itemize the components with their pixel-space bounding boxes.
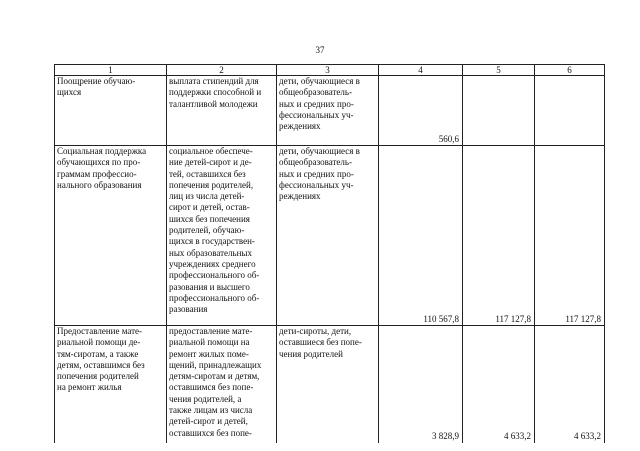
measure-description-cell: выплата стипендий для поддержки способной и талантливой молодежи — [167, 76, 277, 146]
table-header-row — [55, 65, 605, 76]
amount-cell-col5: 117 127,8 — [463, 146, 535, 326]
recipients-cell: дети, обучающиеся в общеобразователь- ных и средних про- фессиональных уч- реждениях — [277, 146, 379, 326]
recipients-cell: дети-сироты, дети, оставшиеся без попе- чения родителей — [277, 326, 379, 443]
table-row — [55, 326, 605, 443]
amount-cell-col6 — [535, 76, 605, 146]
amount-cell-col6: 117 127,8 — [535, 146, 605, 326]
column-header: 1 — [55, 65, 167, 76]
recipients-cell: дети, обучающиеся в общеобразователь- ных и средних про- фессиональных уч- реждениях — [277, 76, 379, 146]
amount-cell-col4: 110 567,8 — [379, 146, 463, 326]
amount-cell-col4: 3 828,9 — [379, 326, 463, 443]
measure-name-cell: Поощрение обучаю- щихся — [55, 76, 167, 146]
measure-name-cell: Предоставление мате- риальной помощи де- тям-сиротам, а также детям, оставшимся без попечения родителей на ремонт жилья — [55, 326, 167, 443]
amount-cell-col5 — [463, 76, 535, 146]
column-header: 6 — [535, 65, 605, 76]
budget-table — [54, 64, 605, 443]
measure-description-cell: социальное обеспече- ние детей-сирот и де- тей, оставшихся без попечения родителей, лиц из числа детей- сирот и детей, остав- шихся без попечения родителей, обучаю- щихся в государствен- ных образовательных учреждениях среднего профессионального об- разования и высшего профессионального об- разования — [167, 146, 277, 326]
amount-cell-col4: 560,6 — [379, 76, 463, 146]
column-header: 3 — [277, 65, 379, 76]
table-row — [55, 76, 605, 146]
amount-cell-col5: 4 633,2 — [463, 326, 535, 443]
page-number: 37 — [315, 45, 325, 55]
measure-description-cell: предоставление мате- риальной помощи на ремонт жилых поме- щений, принадлежащих детям-сиротам и детям, оставшимся без попе- чения родителей, а также лицам из числа детей-сирот и детей, оставшихся без попе- — [167, 326, 277, 443]
measure-name-cell: Социальная поддержка обучающихся по про- граммам профессио- нального образования — [55, 146, 167, 326]
column-header: 5 — [463, 65, 535, 76]
table-row — [55, 146, 605, 326]
column-header: 2 — [167, 65, 277, 76]
amount-cell-col6: 4 633,2 — [535, 326, 605, 443]
column-header: 4 — [379, 65, 463, 76]
